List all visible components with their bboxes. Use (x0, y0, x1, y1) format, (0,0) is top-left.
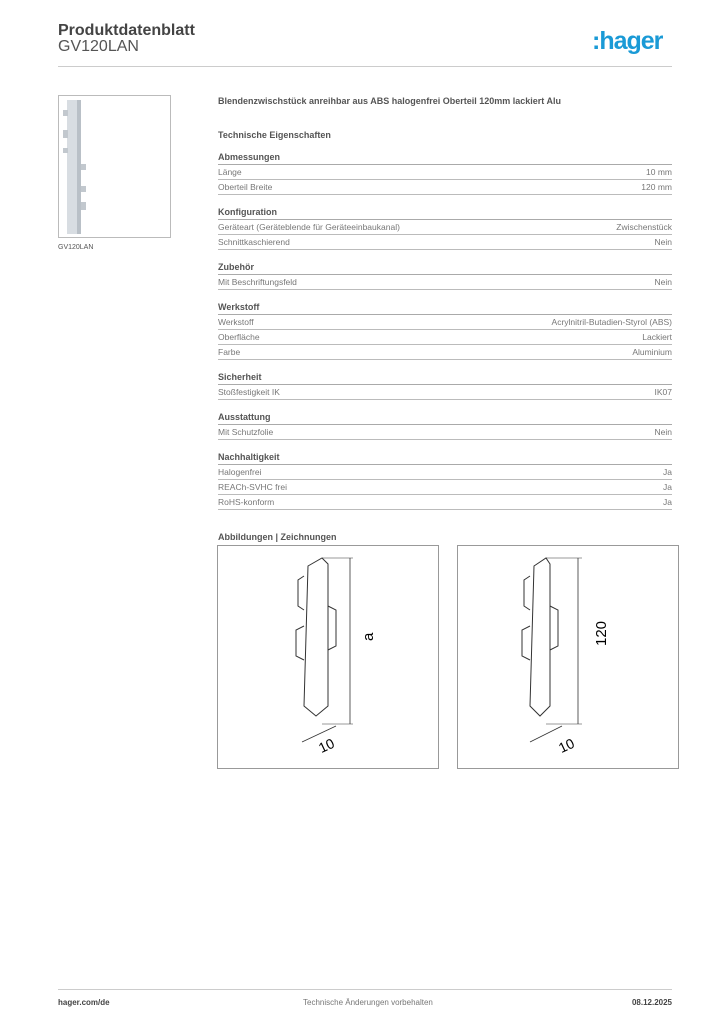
property-label: Oberfläche (218, 332, 260, 342)
product-image (59, 96, 170, 237)
property-row (218, 315, 672, 330)
dim-label-depth: 10 (315, 734, 337, 756)
property-label: Halogenfrei (218, 467, 262, 477)
property-section (218, 372, 672, 400)
section-heading: Abmessungen (218, 152, 672, 165)
property-section (218, 452, 672, 510)
property-row (218, 220, 672, 235)
property-label: Schnittkaschierend (218, 237, 290, 247)
drawing-dimension-a (217, 545, 439, 769)
property-row (218, 165, 672, 180)
property-label: Werkstoff (218, 317, 254, 327)
property-value: Lackiert (642, 332, 672, 342)
property-section (218, 302, 672, 360)
property-label: Länge (218, 167, 242, 177)
property-value: 10 mm (646, 167, 672, 177)
product-thumbnail (58, 95, 171, 238)
page-title: Produktdatenblatt (58, 22, 195, 39)
drawing-dimension-120 (457, 545, 679, 769)
property-label: RoHS-konform (218, 497, 275, 507)
section-heading: Zubehör (218, 262, 672, 275)
property-section (218, 412, 672, 440)
property-row (218, 275, 672, 290)
footer-divider (58, 989, 672, 990)
property-row (218, 495, 672, 510)
dim-label-depth: 10 (555, 734, 577, 756)
property-value: Ja (663, 467, 672, 477)
property-value: Aluminium (632, 347, 672, 357)
content-column (218, 96, 672, 542)
property-value: Ja (663, 497, 672, 507)
property-row (218, 385, 672, 400)
property-section (218, 262, 672, 290)
property-label: REACh-SVHC frei (218, 482, 287, 492)
thumbnail-caption: GV120LAN (58, 244, 94, 251)
property-label: Stoßfestigkeit IK (218, 387, 280, 397)
header-divider (58, 66, 672, 67)
product-code: GV120LAN (58, 38, 139, 55)
property-row (218, 330, 672, 345)
property-value: IK07 (654, 387, 672, 397)
properties-list (218, 152, 672, 510)
property-row (218, 465, 672, 480)
technical-drawing (218, 546, 438, 768)
property-label: Mit Beschriftungsfeld (218, 277, 297, 287)
footer-website-link[interactable]: hager.com/de (58, 998, 110, 1007)
property-label: Mit Schutzfolie (218, 427, 274, 437)
footer-disclaimer: Technische Änderungen vorbehalten (303, 998, 433, 1007)
property-value: Nein (654, 427, 672, 437)
property-value: Nein (654, 237, 672, 247)
section-heading: Konfiguration (218, 207, 672, 220)
dim-label-height: 120 (593, 620, 610, 646)
property-row (218, 180, 672, 195)
property-value: Ja (663, 482, 672, 492)
dim-label-height: a (360, 632, 377, 641)
section-heading: Ausstattung (218, 412, 672, 425)
property-label: Geräteart (Geräteblende für Geräteeinbaukanal) (218, 222, 400, 232)
property-row (218, 425, 672, 440)
property-value: 120 mm (641, 182, 672, 192)
property-row (218, 345, 672, 360)
figures-heading: Abbildungen | Zeichnungen (218, 532, 337, 542)
product-description: Blendenzwischstück anreihbar aus ABS halogenfrei Oberteil 120mm lackiert Alu (218, 96, 561, 106)
section-heading: Werkstoff (218, 302, 672, 315)
property-value: Zwischenstück (616, 222, 672, 232)
property-value: Nein (654, 277, 672, 287)
property-label: Oberteil Breite (218, 182, 273, 192)
section-heading: Sicherheit (218, 372, 672, 385)
footer-date: 08.12.2025 (631, 998, 672, 1007)
property-value: Acrylnitril-Butadien-Styrol (ABS) (551, 317, 672, 327)
property-section (218, 152, 672, 195)
hager-logo: :hager (592, 27, 663, 55)
property-row (218, 235, 672, 250)
property-label: Farbe (218, 347, 241, 357)
property-row (218, 480, 672, 495)
section-heading: Nachhaltigkeit (218, 452, 672, 465)
technical-drawing (458, 546, 678, 768)
property-section (218, 207, 672, 250)
tech-properties-heading: Technische Eigenschaften (218, 130, 331, 140)
